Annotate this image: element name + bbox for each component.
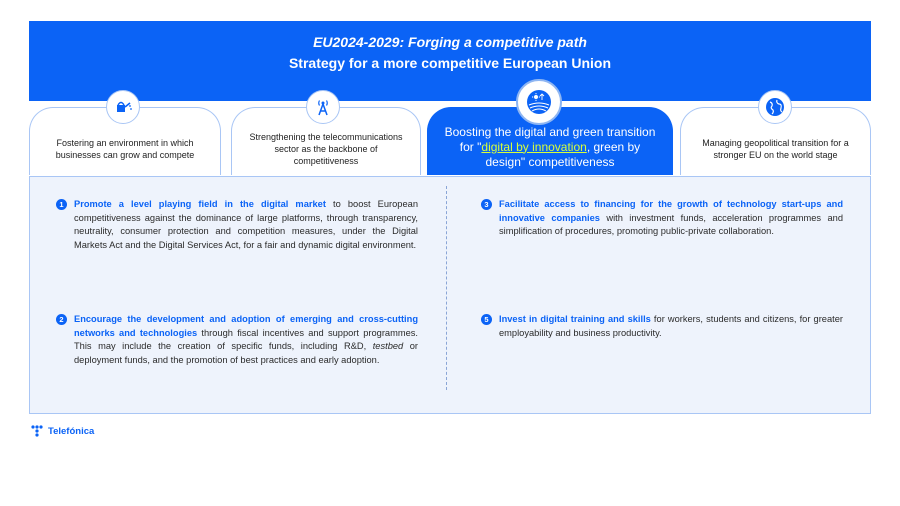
- page-title: EU2024-2029: Forging a competitive path: [313, 34, 587, 50]
- page-subtitle: Strategy for a more competitive European Union: [288, 55, 612, 71]
- watering-can-icon: [106, 90, 140, 124]
- antenna-tower-icon: [306, 90, 340, 124]
- item-text: for workers, students and citizens, for greater employability and business productivity.: [499, 314, 844, 338]
- item-highlight: Encourage the development and adoption of emerging and cross-cutting networks and technologies: [74, 314, 418, 338]
- item-number-badge: 1: [56, 199, 67, 210]
- measure-item-5: [484, 313, 844, 340]
- measure-item-3: [484, 198, 843, 239]
- pillar-label: Boosting the digital and green transition for "digital by innovation, green by design" competitiveness: [444, 124, 656, 169]
- item-number-badge: 3: [481, 199, 492, 210]
- item-highlight: Invest in digital training and skills: [499, 314, 651, 324]
- sun-field-icon: [516, 79, 562, 125]
- telefonica-logo: [31, 425, 94, 437]
- item-highlight: Facilitate access to financing for the growth of technology start-ups and innovative companies: [499, 199, 843, 223]
- pillar-label: Fostering an environment in which businesses can grow and compete: [55, 137, 195, 160]
- globe-icon: [758, 90, 792, 124]
- measure-item-1: [59, 198, 418, 252]
- item-text: with investment funds, acceleration programmes and simplification of procedures, promoting public-private collaboration.: [499, 212, 843, 236]
- column-divider: [446, 186, 447, 390]
- telefonica-dots-icon: [31, 425, 45, 437]
- logo-text: Telefónica: [48, 425, 95, 437]
- item-number-badge: 2: [56, 314, 67, 325]
- header-banner: [29, 21, 871, 101]
- item-text: to boost European competitiveness against the dominance of large platforms, through transparency, neutrality, consumer protection and competition measures, under the Digital Markets Act and the Digital Services Act, for a fair and dynamic digital environment.: [74, 199, 418, 250]
- measure-item-2: 2 Encourage the development and adoption of emerging and cross-cutting networks and technologies through fiscal incentives and support programmes. This may include the creation of specific funds, including R&D, testbed or deployment funds, and the promotion of best practices and early adoption.: [74, 313, 418, 367]
- pillar-label: Managing geopolitical transition for a stronger EU on the world stage: [702, 137, 849, 160]
- digital-by-innovation-link[interactable]: digital by innovation: [481, 139, 587, 154]
- item-highlight: Promote a level playing field in the digital market: [74, 199, 326, 209]
- pillar-label: Strengthening the telecommunications sector as the backbone of competitiveness: [249, 131, 403, 166]
- item-number-badge: 5: [481, 314, 492, 325]
